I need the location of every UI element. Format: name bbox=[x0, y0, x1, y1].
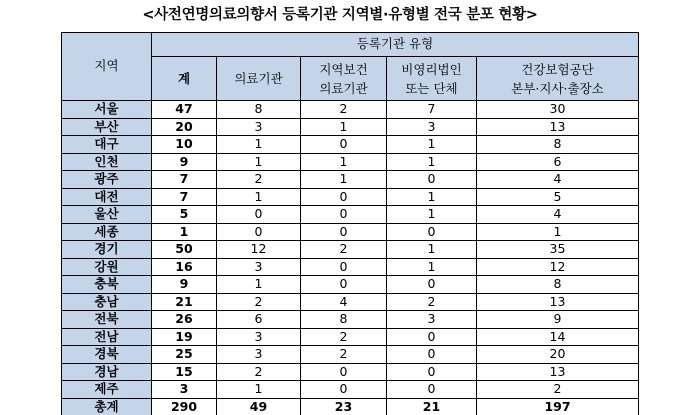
region-cell: 총계 bbox=[62, 398, 152, 415]
distribution-table bbox=[61, 32, 639, 415]
value-cell: 12 bbox=[217, 241, 301, 259]
value-cell: 3 bbox=[217, 118, 301, 136]
value-cell: 4 bbox=[477, 206, 639, 224]
total-cell: 5 bbox=[152, 206, 217, 224]
value-cell: 1 bbox=[301, 153, 387, 171]
value-cell: 3 bbox=[217, 328, 301, 346]
value-cell: 2 bbox=[301, 346, 387, 364]
region-cell: 강원 bbox=[62, 258, 152, 276]
header-nhis bbox=[477, 57, 639, 101]
value-cell: 8 bbox=[217, 101, 301, 119]
table-row bbox=[62, 293, 639, 311]
region-cell: 충북 bbox=[62, 276, 152, 294]
value-cell: 8 bbox=[301, 311, 387, 329]
page-title: <사전연명의료의향서 등록기관 지역별·유형별 전국 분포 현황> bbox=[142, 7, 538, 23]
header-nonprofit bbox=[387, 57, 477, 101]
total-cell: 25 bbox=[152, 346, 217, 364]
region-cell: 경북 bbox=[62, 346, 152, 364]
header-line: 건강보험공단 bbox=[521, 61, 594, 77]
value-cell: 3 bbox=[217, 258, 301, 276]
value-cell: 0 bbox=[301, 363, 387, 381]
total-cell: 50 bbox=[152, 241, 217, 259]
table-row bbox=[62, 153, 639, 171]
value-cell: 4 bbox=[477, 171, 639, 189]
value-cell: 1 bbox=[387, 188, 477, 206]
region-cell: 울산 bbox=[62, 206, 152, 224]
value-cell: 0 bbox=[387, 276, 477, 294]
total-cell: 19 bbox=[152, 328, 217, 346]
value-cell: 2 bbox=[477, 381, 639, 399]
value-cell: 5 bbox=[477, 188, 639, 206]
region-cell: 인천 bbox=[62, 153, 152, 171]
region-cell: 전남 bbox=[62, 328, 152, 346]
value-cell: 1 bbox=[301, 171, 387, 189]
value-cell: 1 bbox=[217, 136, 301, 154]
value-cell: 0 bbox=[387, 363, 477, 381]
value-cell: 0 bbox=[387, 346, 477, 364]
table-row bbox=[62, 136, 639, 154]
value-cell: 0 bbox=[301, 188, 387, 206]
value-cell: 1 bbox=[387, 206, 477, 224]
header-line: 의료기관 bbox=[234, 71, 283, 86]
region-cell: 경기 bbox=[62, 241, 152, 259]
total-cell: 20 bbox=[152, 118, 217, 136]
value-cell: 3 bbox=[387, 311, 477, 329]
table-row bbox=[62, 381, 639, 399]
value-cell: 13 bbox=[477, 293, 639, 311]
region-cell: 경남 bbox=[62, 363, 152, 381]
value-cell: 0 bbox=[387, 381, 477, 399]
header-group: 등록기관 유형 bbox=[152, 33, 639, 57]
total-cell: 15 bbox=[152, 363, 217, 381]
value-cell: 6 bbox=[217, 311, 301, 329]
value-cell: 4 bbox=[301, 293, 387, 311]
value-cell: 30 bbox=[477, 101, 639, 119]
header-medical-institution bbox=[217, 57, 301, 101]
table-row bbox=[62, 188, 639, 206]
value-cell: 14 bbox=[477, 328, 639, 346]
total-cell: 9 bbox=[152, 276, 217, 294]
region-cell: 대구 bbox=[62, 136, 152, 154]
value-cell: 0 bbox=[301, 258, 387, 276]
value-cell: 6 bbox=[477, 153, 639, 171]
total-cell: 7 bbox=[152, 171, 217, 189]
value-cell: 0 bbox=[387, 328, 477, 346]
value-cell: 1 bbox=[477, 223, 639, 241]
value-cell: 20 bbox=[477, 346, 639, 364]
table-body bbox=[62, 101, 639, 415]
value-cell: 0 bbox=[301, 276, 387, 294]
total-cell: 290 bbox=[152, 398, 217, 415]
table-row bbox=[62, 241, 639, 259]
value-cell: 1 bbox=[301, 118, 387, 136]
value-cell: 3 bbox=[387, 118, 477, 136]
header-region: 지역 bbox=[62, 33, 152, 101]
header-line: 또는 단체 bbox=[405, 80, 458, 96]
total-cell: 3 bbox=[152, 381, 217, 399]
total-cell: 21 bbox=[152, 293, 217, 311]
value-cell: 2 bbox=[301, 101, 387, 119]
table-header bbox=[62, 33, 639, 101]
value-cell: 49 bbox=[217, 398, 301, 415]
table-row bbox=[62, 101, 639, 119]
value-cell: 35 bbox=[477, 241, 639, 259]
header-line: 계 bbox=[177, 71, 191, 86]
header-line: 비영리법인 bbox=[401, 61, 462, 77]
value-cell: 8 bbox=[477, 276, 639, 294]
value-cell: 0 bbox=[301, 381, 387, 399]
total-cell: 47 bbox=[152, 101, 217, 119]
value-cell: 1 bbox=[387, 258, 477, 276]
region-cell: 충남 bbox=[62, 293, 152, 311]
value-cell: 2 bbox=[217, 171, 301, 189]
header-line: 지역보건 bbox=[319, 61, 368, 77]
table-row bbox=[62, 363, 639, 381]
value-cell: 9 bbox=[477, 311, 639, 329]
value-cell: 197 bbox=[477, 398, 639, 415]
value-cell: 1 bbox=[217, 188, 301, 206]
region-cell: 광주 bbox=[62, 171, 152, 189]
value-cell: 7 bbox=[387, 101, 477, 119]
value-cell: 0 bbox=[387, 223, 477, 241]
value-cell: 1 bbox=[217, 276, 301, 294]
value-cell: 23 bbox=[301, 398, 387, 415]
table-row bbox=[62, 171, 639, 189]
table-row bbox=[62, 223, 639, 241]
value-cell: 2 bbox=[217, 363, 301, 381]
value-cell: 0 bbox=[301, 136, 387, 154]
header-line: 의료기관 bbox=[319, 80, 368, 96]
value-cell: 2 bbox=[301, 241, 387, 259]
table-row bbox=[62, 258, 639, 276]
value-cell: 1 bbox=[217, 381, 301, 399]
table-row bbox=[62, 328, 639, 346]
total-cell: 26 bbox=[152, 311, 217, 329]
table-row bbox=[62, 206, 639, 224]
region-cell: 제주 bbox=[62, 381, 152, 399]
table-row bbox=[62, 311, 639, 329]
value-cell: 13 bbox=[477, 363, 639, 381]
value-cell: 1 bbox=[387, 241, 477, 259]
value-cell: 8 bbox=[477, 136, 639, 154]
value-cell: 1 bbox=[217, 153, 301, 171]
header-line: 본부·지사·출장소 bbox=[511, 80, 604, 96]
region-cell: 세종 bbox=[62, 223, 152, 241]
total-cell: 9 bbox=[152, 153, 217, 171]
region-cell: 부산 bbox=[62, 118, 152, 136]
total-cell: 1 bbox=[152, 223, 217, 241]
total-row bbox=[62, 398, 639, 415]
header-total bbox=[152, 57, 217, 101]
total-cell: 16 bbox=[152, 258, 217, 276]
table-row bbox=[62, 118, 639, 136]
value-cell: 2 bbox=[217, 293, 301, 311]
value-cell: 1 bbox=[387, 136, 477, 154]
value-cell: 0 bbox=[217, 223, 301, 241]
total-cell: 10 bbox=[152, 136, 217, 154]
value-cell: 1 bbox=[387, 153, 477, 171]
table-row bbox=[62, 346, 639, 364]
value-cell: 2 bbox=[301, 328, 387, 346]
value-cell: 13 bbox=[477, 118, 639, 136]
value-cell: 0 bbox=[217, 206, 301, 224]
table-row bbox=[62, 276, 639, 294]
region-cell: 전북 bbox=[62, 311, 152, 329]
value-cell: 3 bbox=[217, 346, 301, 364]
value-cell: 0 bbox=[301, 206, 387, 224]
header-local-health bbox=[301, 57, 387, 101]
value-cell: 21 bbox=[387, 398, 477, 415]
value-cell: 0 bbox=[301, 223, 387, 241]
value-cell: 2 bbox=[387, 293, 477, 311]
total-cell: 7 bbox=[152, 188, 217, 206]
value-cell: 0 bbox=[387, 171, 477, 189]
value-cell: 12 bbox=[477, 258, 639, 276]
region-cell: 대전 bbox=[62, 188, 152, 206]
region-cell: 서울 bbox=[62, 101, 152, 119]
